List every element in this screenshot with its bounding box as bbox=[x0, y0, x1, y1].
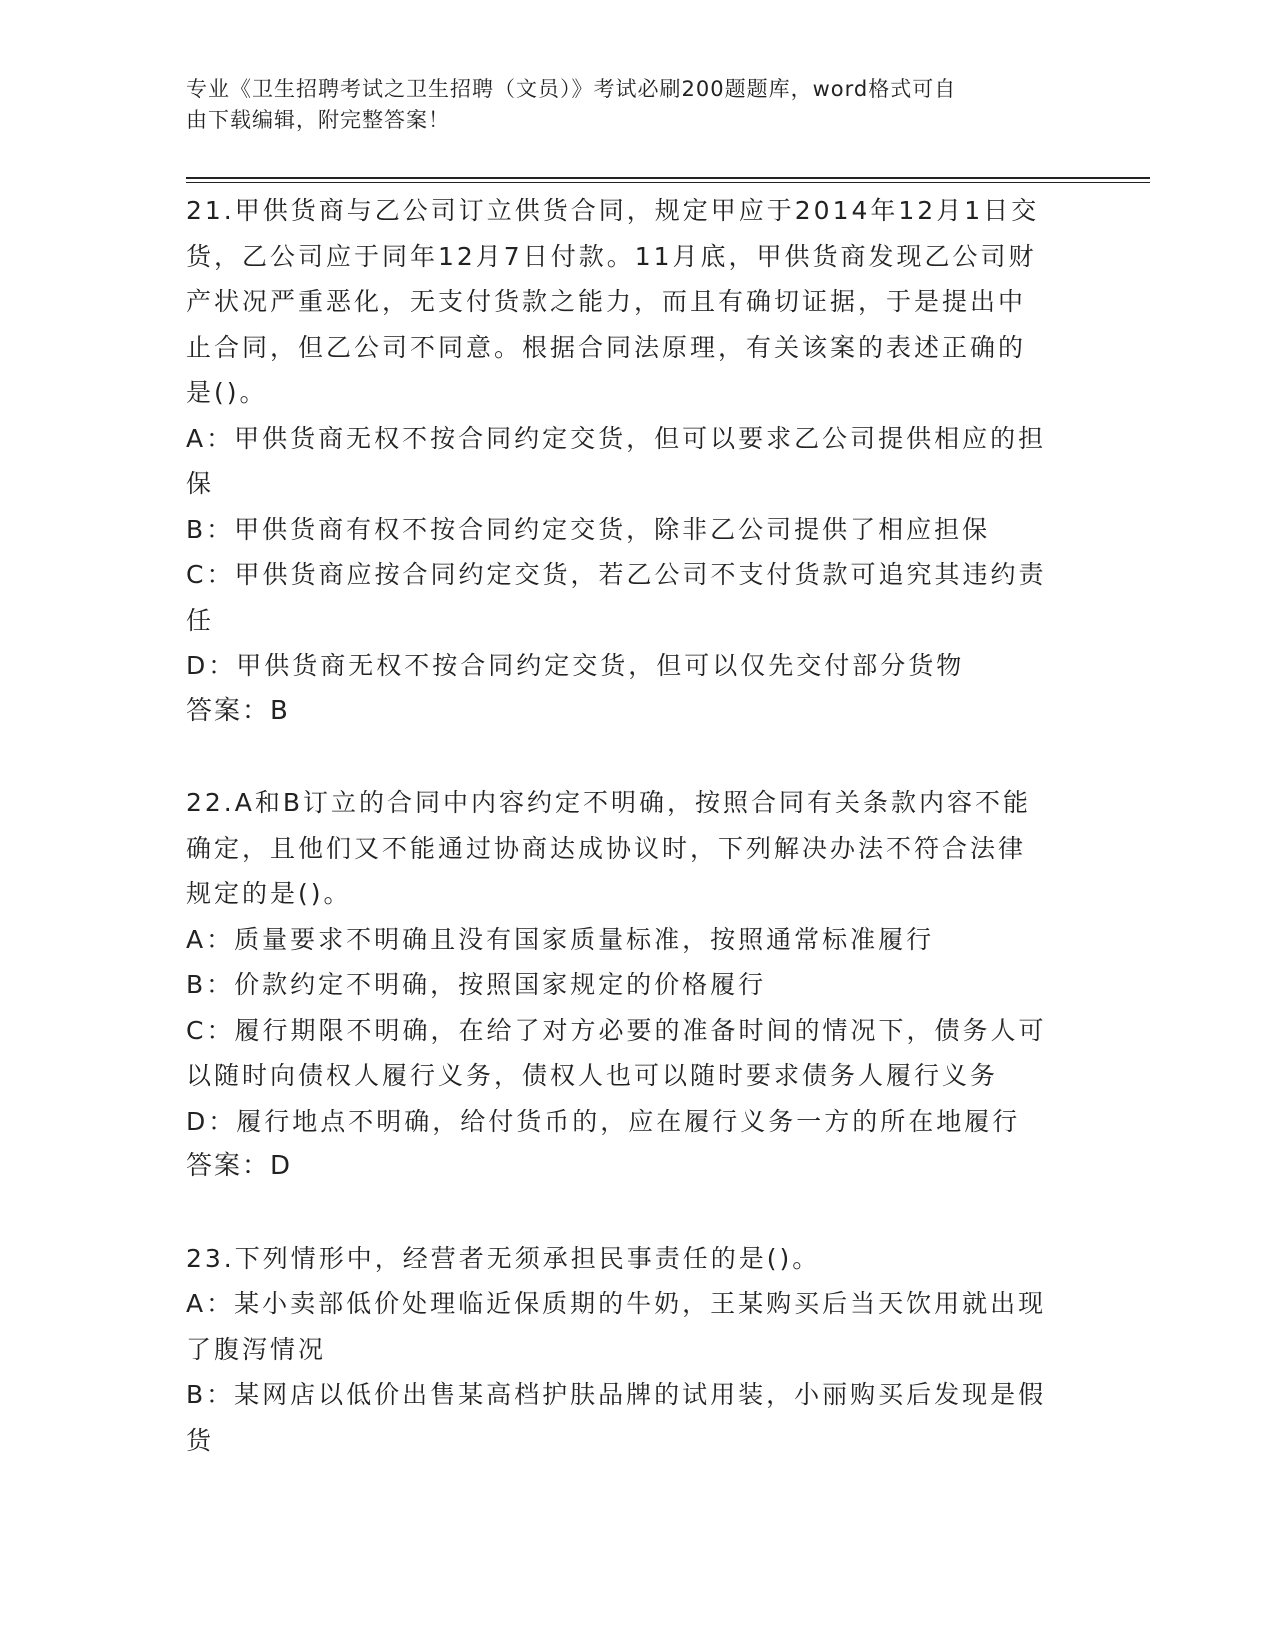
question-text-line: 确定，且他们又不能通过协商达成协议时，下列解决办法不符合法律 bbox=[186, 833, 1027, 863]
question-spacer bbox=[186, 1190, 1086, 1236]
option-d: D：甲供货商无权不按合同约定交货，但可以仅先交付部分货物 bbox=[186, 651, 965, 680]
option-a-continued: 了腹泻情况 bbox=[186, 1334, 327, 1364]
option-d: D：履行地点不明确，给付货币的，应在履行义务一方的所在地履行 bbox=[186, 1106, 1021, 1136]
question-23 bbox=[186, 1236, 1086, 1464]
answer-label: 答案：D bbox=[186, 1151, 293, 1181]
option-a: A：质量要求不明确且没有国家质量标准，按照通常标准履行 bbox=[186, 924, 935, 954]
header-title-line-2: 由下载编辑，附完整答案！ bbox=[186, 108, 450, 132]
question-text-line: 止合同，但乙公司不同意。根据合同法原理，有关该案的表述正确的 bbox=[186, 332, 1027, 362]
question-text-line: 是()。 bbox=[186, 378, 268, 407]
header-divider-thin bbox=[186, 182, 1150, 183]
option-a: A：甲供货商无权不按合同约定交货，但可以要求乙公司提供相应的担 bbox=[186, 423, 1047, 453]
document-header bbox=[186, 74, 1066, 136]
question-text-line: 产状况严重恶化，无支付货款之能力，而且有确切证据，于是提出中 bbox=[186, 287, 1027, 316]
option-c-continued: 任 bbox=[186, 605, 215, 635]
answer-label: 答案：B bbox=[186, 695, 290, 726]
question-text-line: 货，乙公司应于同年12月7日付款。11月底，甲供货商发现乙公司财 bbox=[186, 241, 1037, 271]
question-spacer bbox=[186, 734, 1086, 780]
question-22 bbox=[186, 780, 1086, 1190]
option-b: B：甲供货商有权不按合同约定交货，除非乙公司提供了相应担保 bbox=[186, 514, 991, 544]
header-title-line-1: 专业《卫生招聘考试之卫生招聘（文员）》考试必刷200题题库，word格式可自 bbox=[186, 77, 957, 101]
option-b-continued: 货 bbox=[186, 1425, 215, 1455]
question-list bbox=[186, 188, 1086, 1463]
question-text-line: 23.下列情形中，经营者无须承担民事责任的是()。 bbox=[186, 1243, 821, 1273]
question-text-line: 21.甲供货商与乙公司订立供货合同，规定甲应于2014年12月1日交 bbox=[186, 196, 1040, 225]
header-divider-thick bbox=[186, 177, 1150, 179]
question-text-line: 规定的是()。 bbox=[186, 879, 352, 908]
question-21 bbox=[186, 188, 1086, 734]
question-text-line: 22.A和B订立的合同中内容约定不明确，按照合同有关条款内容不能 bbox=[186, 788, 1032, 817]
option-c: C：履行期限不明确，在给了对方必要的准备时间的情况下，债务人可 bbox=[186, 1015, 1047, 1045]
option-c-continued: 以随时向债权人履行义务，债权人也可以随时要求债务人履行义务 bbox=[186, 1061, 999, 1090]
option-a: A：某小卖部低价处理临近保质期的牛奶，王某购买后当天饮用就出现 bbox=[186, 1289, 1047, 1318]
option-b: B：价款约定不明确，按照国家规定的价格履行 bbox=[186, 970, 767, 999]
option-c: C：甲供货商应按合同约定交货，若乙公司不支付货款可追究其违约责 bbox=[186, 560, 1047, 589]
option-a-continued: 保 bbox=[186, 469, 215, 498]
option-b: B：某网店以低价出售某高档护肤品牌的试用装，小丽购买后发现是假 bbox=[186, 1380, 1047, 1409]
